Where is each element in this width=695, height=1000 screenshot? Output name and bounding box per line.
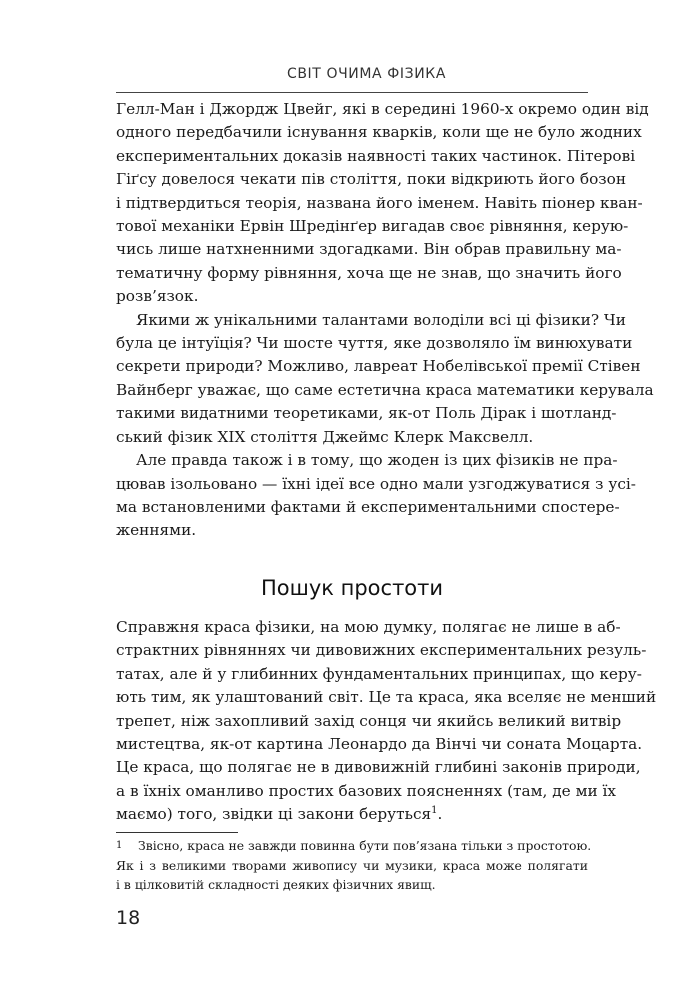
text-line: чись лише натхненними здогадками. Він обрав правильну ма- (116, 240, 622, 259)
text-line: Вайнберг уважає, що саме естетична краса математики керувала (116, 380, 654, 399)
text-line: секрети природи? Можливо, лавреат Нобелівської премії Стівен (116, 357, 641, 376)
text-line: була це інтуїція? Чи шосте чуття, яке дозволяло їм винюхувати (116, 334, 633, 353)
running-head: СВІТ ОЧИМА ФІЗИКА (286, 66, 446, 82)
text-line: тової механіки Ервін Шредінґер вигадав своє рівняння, керую- (116, 217, 629, 236)
text-line: татах, але й у глибинних фундаментальних принципах, що керу- (116, 664, 642, 683)
section-heading: Пошук простоти (260, 576, 444, 600)
text-line: Справжня краса фізики, на мою думку, полягає не лише в аб- (116, 618, 621, 636)
text-line: Гіґсу довелося чекати пів століття, поки відкриють його бозон (116, 170, 627, 189)
last-line-text: маємо) того, звідки ці закони беруться (116, 805, 432, 824)
text-line: і підтвердиться теорія, названа його іменем. Навіть піонер кван- (116, 193, 643, 212)
text-line: Гелл-Ман і Джордж Цвейг, які в середині 1960-х окремо один від (116, 100, 649, 118)
text-line: ють тим, як улаштований світ. Це та краса, яка вселяє не менший (116, 688, 657, 707)
body-text (116, 98, 654, 543)
text-line: Це краса, що полягає не в дивовижній глибині законів природи, (116, 758, 641, 777)
text-line: страктних рівняннях чи дивовижних експериментальних резуль- (116, 641, 647, 660)
text-line: одного передбачили існування кварків, коли ще не було жодних (116, 123, 642, 142)
text-line: трепет, ніж захопливий захід сонця чи якийсь великий витвір (116, 711, 622, 730)
footnote-rule (116, 832, 238, 833)
text-line: цював ізольовано — їхні ідеї все одно мали узгоджуватися з усі- (116, 474, 636, 493)
text-line: женнями. (116, 521, 197, 540)
text-line: ма встановленими фактами й експериментальними спостере- (116, 497, 620, 516)
text-line: мистецтва, як-от картина Леонардо да Вінчі чи соната Моцарта. (116, 735, 643, 754)
footnote-line: і в цілковитій складності деяких фізичних явищ. (116, 877, 436, 892)
text-line: Якими ж унікальними талантами володіли всі ці фізики? Чи (136, 310, 626, 329)
section-text (116, 616, 657, 827)
text-line: експериментальних доказів наявності таких частинок. Пітерові (116, 146, 636, 165)
text-line: маємо) того, звідки ці закони беруться$^1$. (116, 805, 443, 824)
footnote-line: Як і з великими творами живопису чи музики, краса може полягати (116, 857, 588, 873)
page-number: 18 (116, 907, 141, 929)
footnote (116, 836, 592, 895)
text-line: розв’язок. (116, 287, 199, 306)
text-line: ський фізик XIX століття Джеймс Клерк Максвелл. (116, 427, 534, 446)
footnote-number: 1 (116, 840, 123, 851)
text-line: тематичну форму рівняння, хоча ще не знав, що значить його (116, 263, 622, 282)
text-line: такими видатними теоретиками, як-от Поль Дірак і шотланд- (116, 404, 617, 423)
text-line: а в їхніх оманливо простих базових поясненнях (там, де ми їх (116, 781, 617, 800)
header-rule (116, 92, 588, 93)
footnote-line: Звісно, краса не завжди повинна бути пов’язана тільки з простотою. (138, 838, 592, 853)
text-line: Але правда також і в тому, що жоден із цих фізиків не пра- (136, 451, 618, 470)
footnote-reference[interactable]: 1 (431, 805, 438, 817)
